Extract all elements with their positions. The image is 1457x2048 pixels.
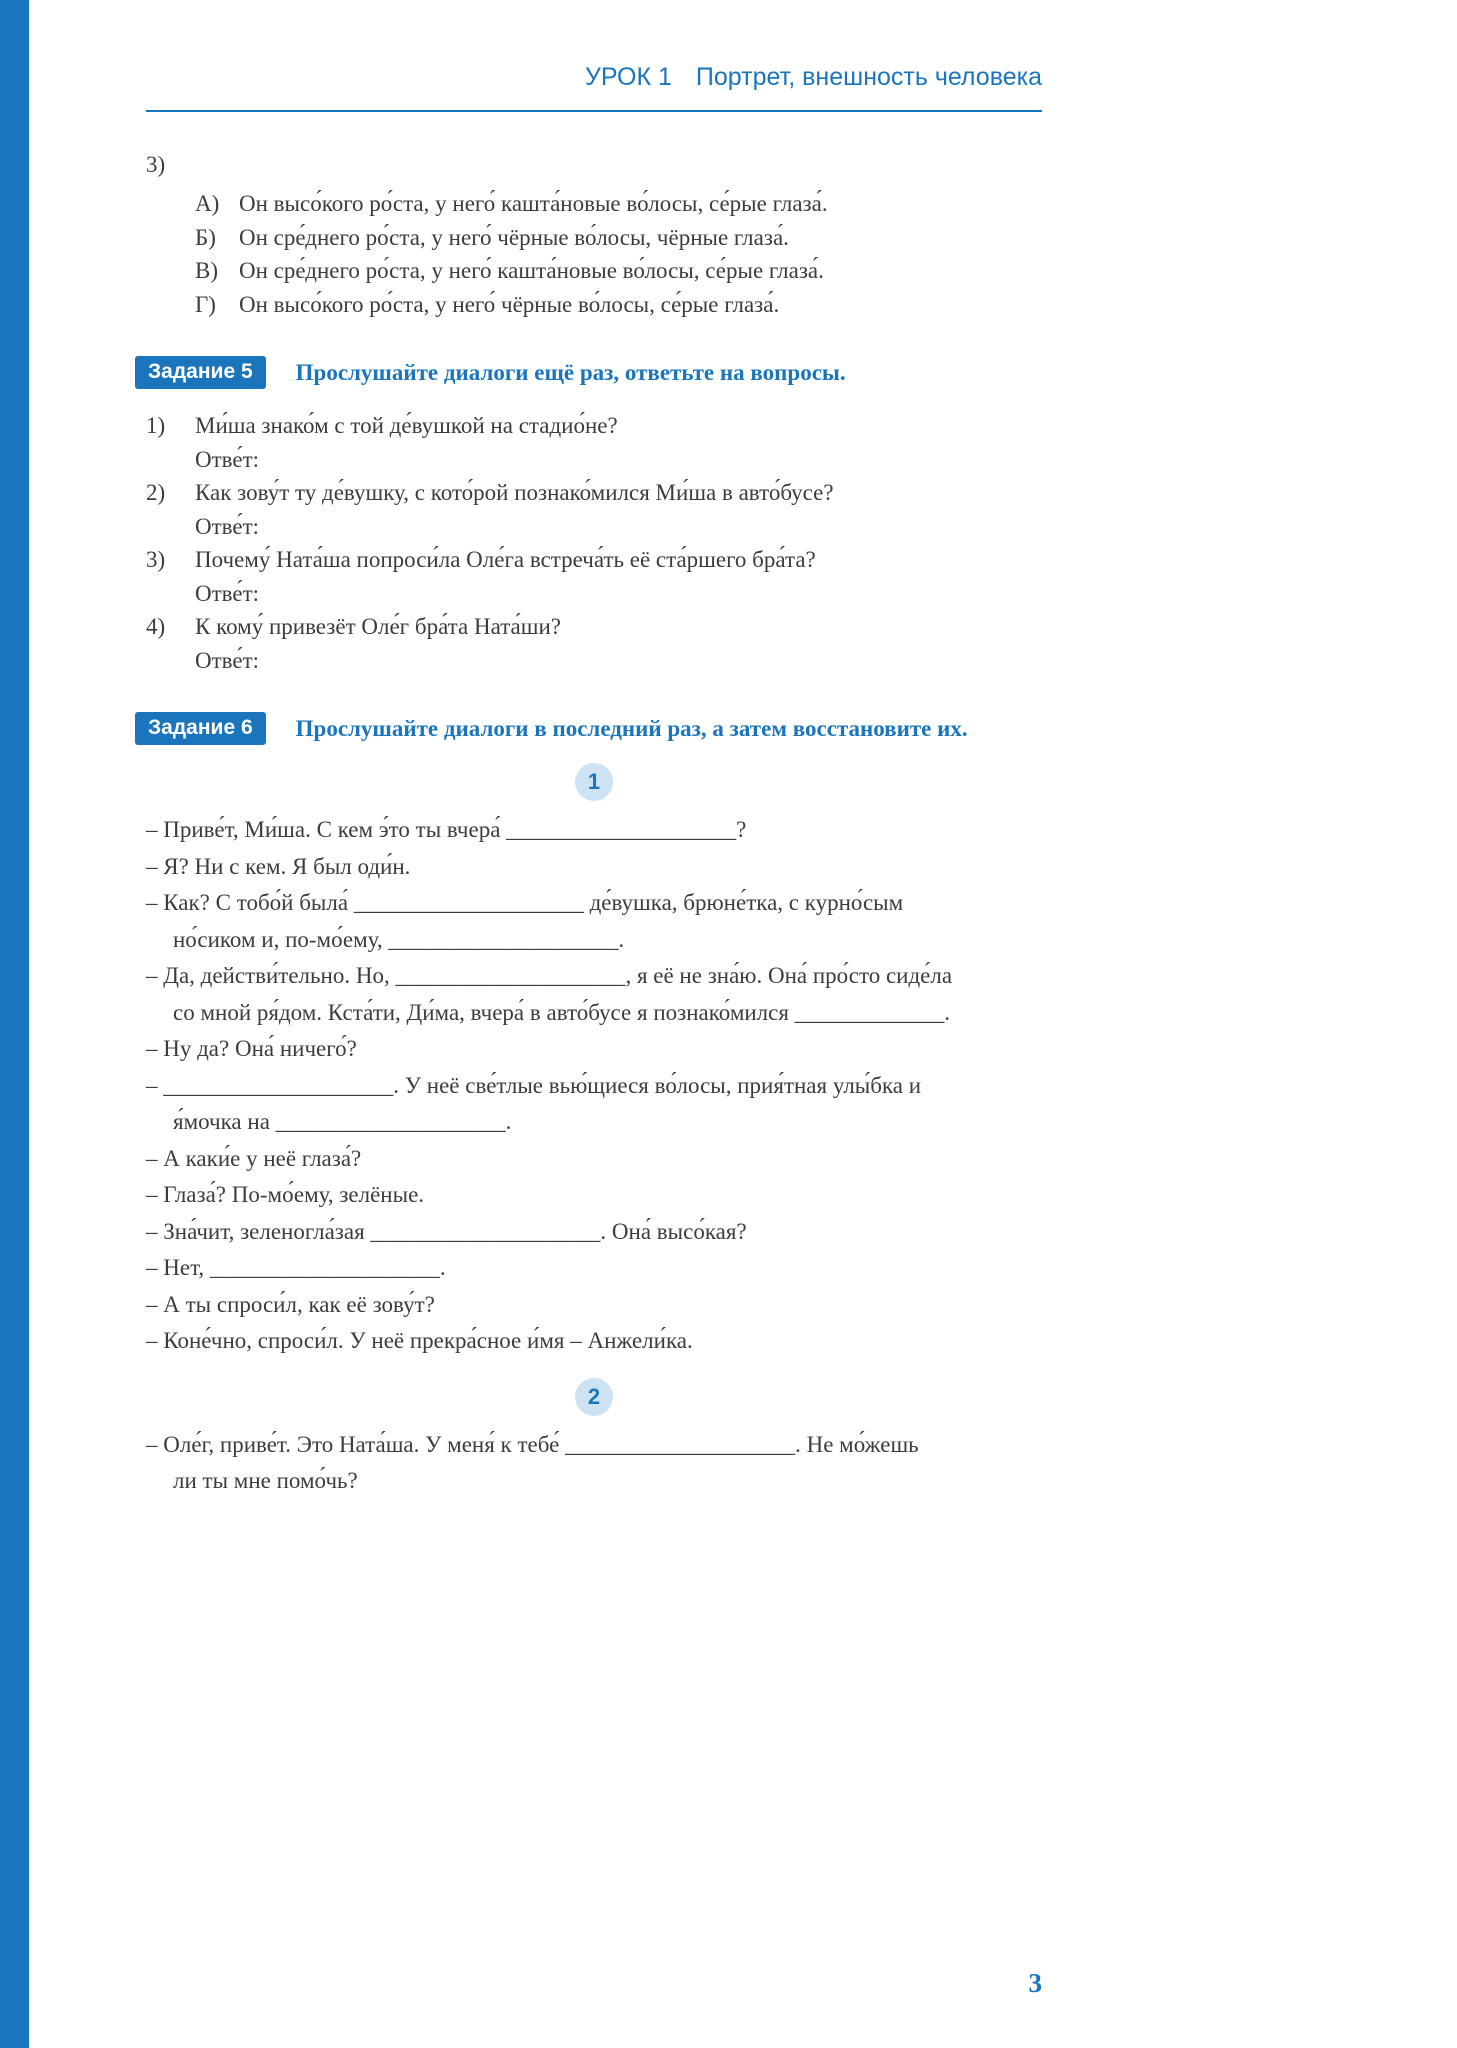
dialog-line: – Оле́г, приве́т. Это Ната́ша. У меня́ к тебе́ ____________________. Не мо́жешь — [146, 1431, 919, 1457]
option-v — [195, 254, 1042, 288]
dialog-1-number-circle: 1 — [575, 763, 613, 801]
dialog-line: – Ну да? Она́ ничего́? — [146, 1036, 357, 1061]
option-text: Он сре́днего ро́ста, у него́ кашта́новые во́лосы, се́рые глаза́. — [239, 258, 824, 283]
option-letter: А) — [195, 191, 220, 216]
lesson-label: УРОК 1 — [585, 63, 672, 91]
dialog-line: – Как? С тобо́й была́ ____________________ де́вушка, брюне́тка, с курно́сым — [146, 890, 904, 915]
answer-label: Отве́т: — [195, 446, 260, 472]
task-6 — [146, 712, 1042, 1500]
question-text: К кому́ привезёт Оле́г бра́та Ната́ши? — [195, 614, 561, 639]
question-text: Ми́ша знако́м с той де́вушкой на стадио́не? — [195, 413, 618, 438]
exercise-3 — [146, 148, 1042, 321]
option-letter: В) — [195, 258, 218, 283]
question-number: 2) — [146, 480, 166, 505]
dialog-line-continuation: со мной ря́дом. Кста́ти, Ди́ма, вчера́ в авто́бусе я познако́мился _____________. — [173, 999, 950, 1025]
dialog-line-continuation: я́мочка на ____________________. — [173, 1109, 512, 1134]
option-a — [195, 187, 1042, 221]
dialog-line: – А каки́е у неё глаза́? — [146, 1145, 362, 1171]
question-text: Как зову́т ту де́вушку, с кото́рой познако́мился Ми́ша в авто́бусе? — [195, 480, 834, 505]
dialog-2-number-row — [146, 1378, 1042, 1416]
question-number: 3) — [146, 547, 166, 572]
question-3 — [146, 543, 1042, 577]
dialog-2 — [146, 1427, 1042, 1500]
dialog-line: – Нет, ____________________. — [146, 1255, 446, 1280]
task-5-questions — [146, 409, 1042, 677]
option-g — [195, 288, 1042, 322]
lesson-title: Портрет, внешность человека — [695, 63, 1042, 91]
page-number: 3 — [1028, 1968, 1042, 1998]
task-6-instruction: Прослушайте диалоги в последний раз, а затем восстановите их. — [295, 715, 968, 741]
exercise-3-options — [146, 187, 1042, 321]
option-letter: Г) — [195, 291, 216, 317]
dialog-line-continuation: ли ты мне помо́чь? — [173, 1468, 358, 1493]
task-5-badge: Задание 5 — [135, 356, 266, 389]
task-6-header — [135, 712, 1042, 745]
page-header — [146, 0, 1042, 112]
option-text: Он сре́днего ро́ста, у него́ чёрные во́лосы, чёрные глаза́. — [239, 224, 789, 250]
dialog-line: – Коне́чно, спроси́л. У неё прекра́сное и́мя – Анжели́ка. — [146, 1328, 693, 1353]
dialog-line: – ____________________. У неё све́тлые вью́щиеся во́лосы, прия́тная улы́бка и — [146, 1072, 922, 1098]
header-row — [146, 0, 1042, 92]
dialog-1-number-row — [146, 763, 1042, 801]
task-5-instruction: Прослушайте диалоги ещё раз, ответьте на вопросы. — [295, 359, 846, 385]
question-1 — [146, 409, 1042, 443]
dialog-2-number-circle: 2 — [575, 1378, 613, 1416]
left-accent-bar — [0, 0, 29, 2048]
dialog-1 — [146, 812, 1042, 1360]
option-text: Он высо́кого ро́ста, у него́ чёрные во́лосы, се́рые глаза́. — [239, 291, 780, 317]
task-5-header — [135, 356, 1042, 389]
dialog-line: – Приве́т, Ми́ша. С кем э́то ты вчера́ ____________________? — [146, 817, 747, 842]
dialog-line: – А ты спроси́л, как её зову́т? — [146, 1291, 435, 1317]
question-2 — [146, 476, 1042, 510]
task-6-badge: Задание 6 — [135, 712, 266, 745]
dialog-line: – Да, действи́тельно. Но, ____________________, я её не зна́ю. Она́ про́сто сиде́ла — [146, 963, 953, 988]
option-b — [195, 221, 1042, 255]
header-divider — [146, 110, 1042, 112]
answer-label: Отве́т: — [195, 580, 260, 606]
answer-label: Отве́т: — [195, 513, 260, 539]
dialog-line-continuation: но́сиком и, по-мо́ему, ____________________. — [173, 926, 625, 952]
question-number: 4) — [146, 614, 166, 639]
task-5 — [146, 356, 1042, 677]
dialog-line: – Зна́чит, зеленогла́зая ____________________. Она́ высо́кая? — [146, 1218, 747, 1244]
dialog-line: – Я? Ни с кем. Я был оди́н. — [146, 853, 411, 879]
dialog-line: – Глаза́? По-мо́ему, зелёные. — [146, 1182, 425, 1207]
option-letter: Б) — [195, 224, 216, 250]
question-number: 1) — [146, 413, 166, 438]
exercise-3-number: 3) — [146, 152, 166, 177]
question-text: Почему́ Ната́ша попроси́ла Оле́га встреча́ть её ста́ршего бра́та? — [195, 547, 816, 572]
answer-label: Отве́т: — [195, 647, 260, 673]
page-content — [146, 0, 1042, 1500]
question-4 — [146, 610, 1042, 644]
option-text: Он высо́кого ро́ста, у него́ кашта́новые во́лосы, се́рые глаза́. — [239, 191, 828, 216]
